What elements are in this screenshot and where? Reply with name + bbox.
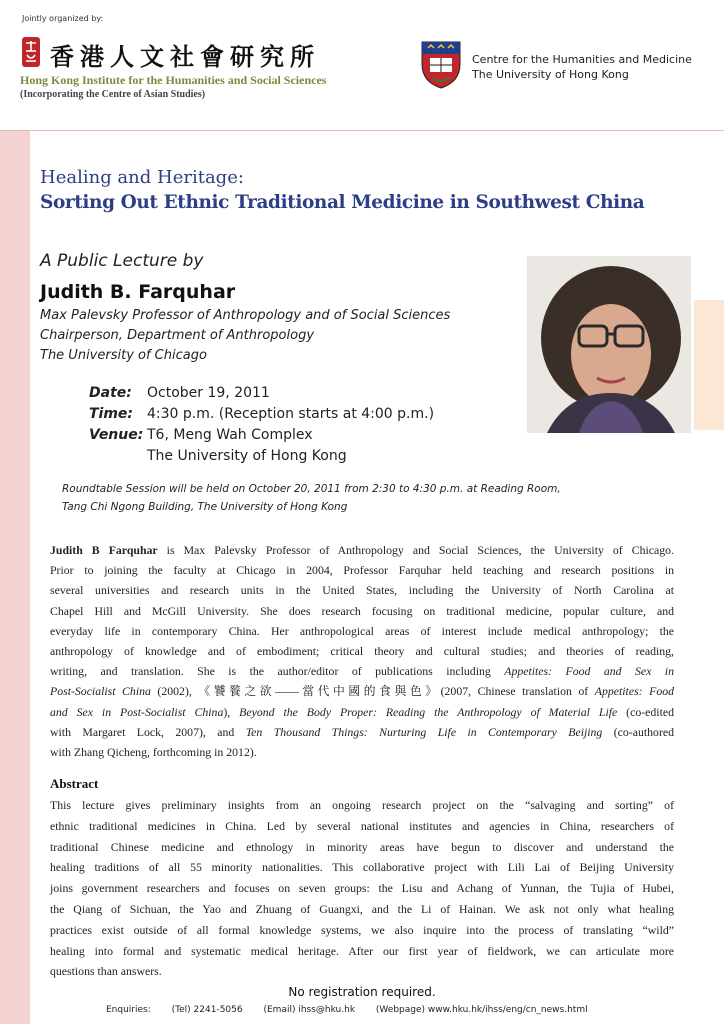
right-decorative-band — [694, 300, 724, 430]
roundtable-note — [62, 480, 561, 516]
enquiries-label: Enquiries: — [106, 1005, 151, 1015]
affiliation-line1: Max Palevsky Professor of Anthropology and of Social Sciences — [40, 308, 451, 323]
event-details — [89, 383, 434, 467]
venue-value-line2: The University of Hong Kong — [147, 448, 347, 464]
enquiries-line — [106, 1005, 606, 1015]
speaker-affiliation — [40, 306, 450, 366]
affiliation-line3: The University of Chicago — [40, 348, 207, 363]
chm-line2: The University of Hong Kong — [472, 68, 629, 81]
speaker-portrait-icon — [527, 256, 691, 433]
time-row — [89, 404, 434, 425]
date-label: Date: — [89, 385, 132, 401]
speaker-photo — [527, 256, 691, 433]
header-divider — [0, 130, 724, 131]
venue-value-line1: T6, Meng Wah Complex — [147, 427, 313, 443]
hkihss-chinese-name: 香港人文社會研究所 — [50, 42, 320, 71]
enquiries-webpage[interactable]: (Webpage) www.hku.hk/ihss/eng/cn_news.html — [375, 1005, 588, 1015]
hkihss-english-name: Hong Kong Institute for the Humanities and Social Sciences — [20, 73, 327, 87]
date-value: October 19, 2011 — [147, 385, 270, 401]
hkihss-seal-icon — [20, 35, 42, 69]
public-lecture-intro: A Public Lecture by — [40, 251, 204, 271]
time-value: 4:30 p.m. (Reception starts at 4:00 p.m.) — [147, 406, 435, 422]
chm-name-block — [472, 52, 692, 82]
enquiries-email[interactable]: (Email) ihss@hku.hk — [263, 1005, 356, 1015]
roundtable-line1: Roundtable Session will be held on October 20, 2011 from 2:30 to 4:30 p.m. at Reading Room, — [62, 483, 561, 495]
hkihss-subtitle: (Incorporating the Centre of Asian Studies) — [20, 89, 206, 100]
chm-line1: Centre for the Humanities and Medicine — [472, 53, 692, 66]
venue-row-2 — [89, 446, 434, 467]
speaker-name: Judith B. Farquhar — [40, 281, 236, 303]
abstract-body: This lecture gives preliminary insights from an ongoing research project on the “salvaging and sorting” of ethnic traditional medicines in China. Led by several national institutes and agencies in China, researchers of traditional Chinese medicine and ethnology in minority areas have begun to discover and understand the healing traditions of all 55 minority nationalities. This collaborative project with Lili Lai of Beijing University joins government researchers and focuses on seven groups: the Lisu and Achang of Yunnan, the Tujia of Hubei, the Qiang of Sichuan, the Yao and Zhuang of Guangxi, and the Li of Hainan. We ask not only what healing practices exist outside of all formal knowledge systems, we also inquire into the process of translating “wild” healing into formal and systematic medical heritage. After our first year of fieldwork, we can articulate more questions than answers. — [50, 798, 674, 979]
hku-crest-icon — [418, 38, 464, 90]
left-decorative-band — [0, 130, 30, 1024]
speaker-bio: Judith B Farquhar is Max Palevsky Professor of Anthropology and Social Sciences, the University of Chicago. Prior to joining the faculty at Chicago in 2004, Professor Farquhar held teaching and research positions in several universities and research units in the United States, including the University of North Carolina at Chapel Hill and McGill University. She does research focusing on traditional medicine, popular culture, and everyday life in contemporary China. Her anthropological areas of interest include medical anthropology; the anthropology of knowledge and of embodiment; critical theory and cultural studies; and theories of reading, writing, and translation. She is the author/editor of publications including Appetites: Food and Sex in Post-Socialist China (2002), 《饕餮之欲——當代中國的食與色》(2007, Chinese translation of Appetites: Food and Sex in Post-Socialist China), Beyond the Body Proper: Reading the Anthropology of Material Life (co-edited with Margaret Lock, 2007), and Ten Thousand Things: Nurturing Life in Contemporary Beijing (co-authored with Zhang Qicheng, forthcoming in 2012). — [50, 543, 675, 760]
hkihss-logo-block — [20, 35, 400, 107]
bio-name: Judith B Farquhar — [50, 543, 158, 557]
venue-label: Venue: — [89, 427, 144, 443]
lecture-title-line2: Sorting Out Ethnic Traditional Medicine in Southwest China — [40, 192, 645, 213]
abstract-heading: Abstract — [50, 776, 99, 791]
jointly-organized-label: Jointly organized by: — [22, 14, 104, 23]
venue-row — [89, 425, 434, 446]
enquiries-tel: (Tel) 2241-5056 — [171, 1005, 243, 1015]
lecture-title-line1: Healing and Heritage: — [40, 167, 244, 188]
date-row — [89, 383, 434, 404]
roundtable-line2: Tang Chi Ngong Building, The University of Hong Kong — [62, 501, 348, 513]
no-registration-note: No registration required. — [288, 985, 436, 999]
time-label: Time: — [89, 406, 134, 422]
affiliation-line2: Chairperson, Department of Anthropology — [40, 328, 315, 343]
